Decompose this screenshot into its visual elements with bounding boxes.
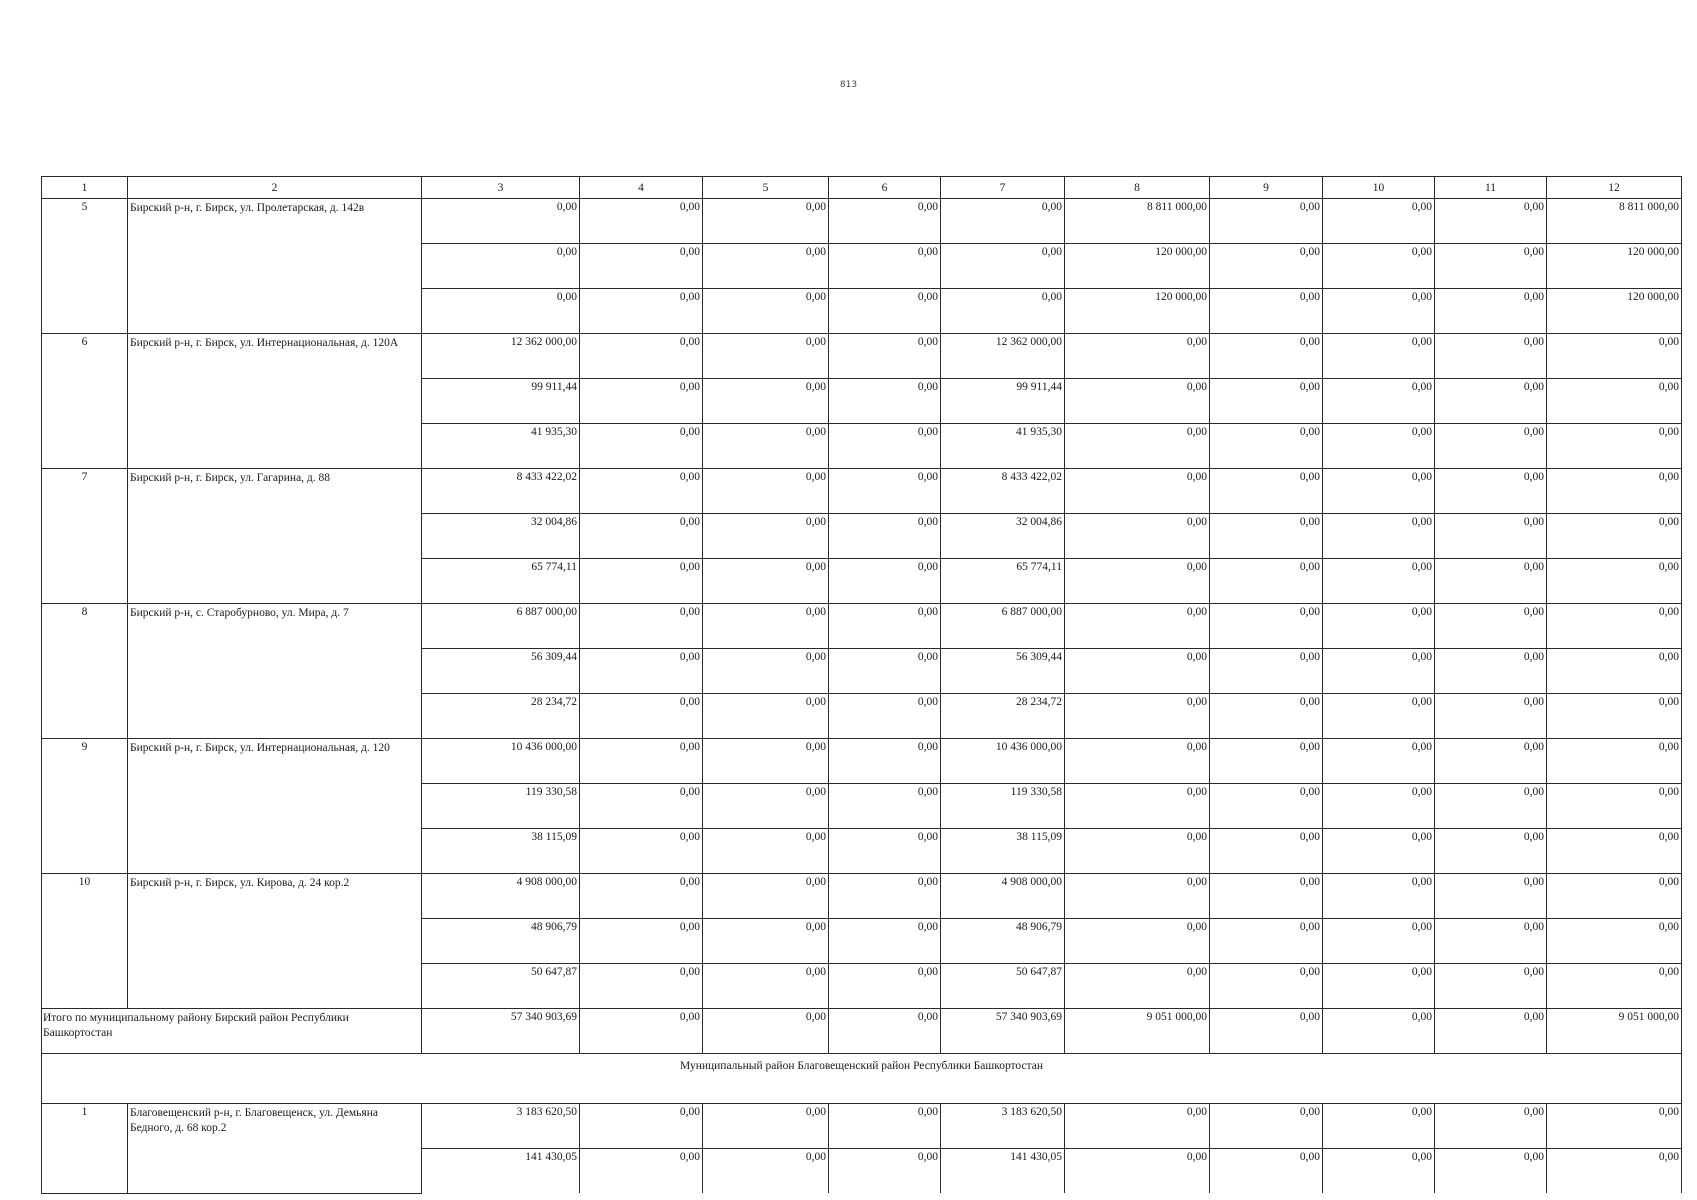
amount-cell-col-8: 0,00: [1065, 1104, 1210, 1149]
column-number-9: 9: [1210, 177, 1323, 199]
amount-cell-col-12: 0,00: [1547, 829, 1682, 874]
amount-cell-col-9: 0,00: [1210, 919, 1323, 964]
amount-cell-col-4: 0,00: [580, 289, 703, 334]
total-label: Итого по муниципальному району Бирский район Республики Башкортостан: [42, 1009, 422, 1054]
amount-cell-col-4: 0,00: [580, 559, 703, 604]
amount-cell-col-3: 41 935,30: [422, 424, 580, 469]
total-amount-col-10: 0,00: [1323, 1009, 1435, 1054]
amount-cell-col-7: 0,00: [941, 289, 1065, 334]
total-amount-col-11: 0,00: [1435, 1009, 1547, 1054]
amount-cell-col-9: 0,00: [1210, 604, 1323, 649]
amount-cell-col-12: 0,00: [1547, 559, 1682, 604]
amount-cell-col-4: 0,00: [580, 829, 703, 874]
amount-cell-col-9: 0,00: [1210, 424, 1323, 469]
amount-cell-col-3: 8 433 422,02: [422, 469, 580, 514]
amount-cell-col-6: 0,00: [829, 379, 941, 424]
amount-cell-col-6: 0,00: [829, 694, 941, 739]
amount-cell-col-12: 0,00: [1547, 784, 1682, 829]
amount-cell-col-8: 0,00: [1065, 784, 1210, 829]
amount-cell-col-5: 0,00: [703, 334, 829, 379]
amount-cell-col-9: 0,00: [1210, 199, 1323, 244]
object-address: Бирский р-н, г. Бирск, ул. Гагарина, д. 88: [128, 469, 422, 604]
amount-cell-col-10: 0,00: [1323, 964, 1435, 1009]
amount-cell-col-9: 0,00: [1210, 784, 1323, 829]
amount-cell-col-9: 0,00: [1210, 1104, 1323, 1149]
amount-cell-col-6: 0,00: [829, 469, 941, 514]
amount-cell-col-12: 8 811 000,00: [1547, 199, 1682, 244]
amount-cell-col-5: 0,00: [703, 739, 829, 784]
column-number-12: 12: [1547, 177, 1682, 199]
amount-cell-col-10: 0,00: [1323, 469, 1435, 514]
amount-cell-col-10: 0,00: [1323, 919, 1435, 964]
total-amount-col-4: 0,00: [580, 1009, 703, 1054]
amount-cell-col-10: 0,00: [1323, 829, 1435, 874]
amount-cell-col-11: 0,00: [1435, 469, 1547, 514]
amount-cell-col-7: 99 911,44: [941, 379, 1065, 424]
amount-cell-col-7: 38 115,09: [941, 829, 1065, 874]
amount-cell-col-11: 0,00: [1435, 559, 1547, 604]
amount-cell-col-10: 0,00: [1323, 379, 1435, 424]
amount-cell-col-4: 0,00: [580, 739, 703, 784]
amount-cell-col-7: 10 436 000,00: [941, 739, 1065, 784]
table-row: [42, 469, 1682, 514]
amount-cell-col-5: 0,00: [703, 289, 829, 334]
amount-cell-col-9: 0,00: [1210, 334, 1323, 379]
column-number-8: 8: [1065, 177, 1210, 199]
amount-cell-col-12: 0,00: [1547, 964, 1682, 1009]
amount-cell-col-6: 0,00: [829, 964, 941, 1009]
amount-cell-col-7: 119 330,58: [941, 784, 1065, 829]
amount-cell-col-3: 0,00: [422, 199, 580, 244]
amount-cell-col-10: 0,00: [1323, 199, 1435, 244]
object-address: Бирский р-н, г. Бирск, ул. Интернациональная, д. 120: [128, 739, 422, 874]
amount-cell-col-4: 0,00: [580, 244, 703, 289]
column-number-3: 3: [422, 177, 580, 199]
total-amount-col-3: 57 340 903,69: [422, 1009, 580, 1054]
object-index: 9: [42, 739, 128, 874]
amount-cell-col-5: 0,00: [703, 1104, 829, 1149]
amount-cell-col-11: 0,00: [1435, 784, 1547, 829]
amount-cell-col-11: 0,00: [1435, 1104, 1547, 1149]
amount-cell-col-8: 0,00: [1065, 829, 1210, 874]
amount-cell-col-8: 0,00: [1065, 424, 1210, 469]
amount-cell-col-11: 0,00: [1435, 1149, 1547, 1194]
amount-cell-col-9: 0,00: [1210, 559, 1323, 604]
amount-cell-col-5: 0,00: [703, 829, 829, 874]
amount-cell-col-11: 0,00: [1435, 919, 1547, 964]
object-address: Бирский р-н, г. Бирск, ул. Интернациональная, д. 120А: [128, 334, 422, 469]
amount-cell-col-7: 28 234,72: [941, 694, 1065, 739]
amount-cell-col-4: 0,00: [580, 469, 703, 514]
amount-cell-col-3: 6 887 000,00: [422, 604, 580, 649]
amount-cell-col-4: 0,00: [580, 334, 703, 379]
amount-cell-col-10: 0,00: [1323, 604, 1435, 649]
amount-cell-col-8: 0,00: [1065, 379, 1210, 424]
amount-cell-col-11: 0,00: [1435, 199, 1547, 244]
column-number-4: 4: [580, 177, 703, 199]
total-amount-col-6: 0,00: [829, 1009, 941, 1054]
amount-cell-col-11: 0,00: [1435, 289, 1547, 334]
amount-cell-col-7: 3 183 620,50: [941, 1104, 1065, 1149]
amount-cell-col-5: 0,00: [703, 694, 829, 739]
total-amount-col-7: 57 340 903,69: [941, 1009, 1065, 1054]
amount-cell-col-9: 0,00: [1210, 514, 1323, 559]
amount-cell-col-5: 0,00: [703, 649, 829, 694]
amount-cell-col-5: 0,00: [703, 379, 829, 424]
amount-cell-col-9: 0,00: [1210, 739, 1323, 784]
total-amount-col-9: 0,00: [1210, 1009, 1323, 1054]
amount-cell-col-4: 0,00: [580, 784, 703, 829]
amount-cell-col-7: 50 647,87: [941, 964, 1065, 1009]
object-address: Бирский р-н, г. Бирск, ул. Кирова, д. 24 кор.2: [128, 874, 422, 1009]
total-amount-col-12: 9 051 000,00: [1547, 1009, 1682, 1054]
amount-cell-col-8: 0,00: [1065, 694, 1210, 739]
amount-cell-col-7: 32 004,86: [941, 514, 1065, 559]
amount-cell-col-4: 0,00: [580, 649, 703, 694]
amount-cell-col-8: 0,00: [1065, 334, 1210, 379]
amount-cell-col-3: 28 234,72: [422, 694, 580, 739]
amount-cell-col-5: 0,00: [703, 244, 829, 289]
amount-cell-col-10: 0,00: [1323, 739, 1435, 784]
object-index: 8: [42, 604, 128, 739]
column-number-7: 7: [941, 177, 1065, 199]
amount-cell-col-9: 0,00: [1210, 829, 1323, 874]
amount-cell-col-8: 0,00: [1065, 559, 1210, 604]
amount-cell-col-9: 0,00: [1210, 289, 1323, 334]
amount-cell-col-11: 0,00: [1435, 694, 1547, 739]
amount-cell-col-7: 41 935,30: [941, 424, 1065, 469]
amount-cell-col-8: 0,00: [1065, 649, 1210, 694]
amount-cell-col-7: 56 309,44: [941, 649, 1065, 694]
amount-cell-col-3: 10 436 000,00: [422, 739, 580, 784]
amount-cell-col-8: 0,00: [1065, 1149, 1210, 1194]
amount-cell-col-11: 0,00: [1435, 874, 1547, 919]
amount-cell-col-10: 0,00: [1323, 1104, 1435, 1149]
table-row: [42, 1104, 1682, 1149]
object-index: 1: [42, 1104, 128, 1194]
amount-cell-col-4: 0,00: [580, 514, 703, 559]
amount-cell-col-12: 0,00: [1547, 379, 1682, 424]
amount-cell-col-7: 4 908 000,00: [941, 874, 1065, 919]
amount-cell-col-12: 0,00: [1547, 1149, 1682, 1194]
amount-cell-col-4: 0,00: [580, 1104, 703, 1149]
total-amount-col-5: 0,00: [703, 1009, 829, 1054]
section-heading-row: [42, 1054, 1682, 1104]
amount-cell-col-11: 0,00: [1435, 604, 1547, 649]
amount-cell-col-5: 0,00: [703, 424, 829, 469]
column-number-10: 10: [1323, 177, 1435, 199]
amount-cell-col-11: 0,00: [1435, 649, 1547, 694]
amount-cell-col-6: 0,00: [829, 559, 941, 604]
amount-cell-col-12: 0,00: [1547, 649, 1682, 694]
table-row: [42, 874, 1682, 919]
amount-cell-col-10: 0,00: [1323, 514, 1435, 559]
amount-cell-col-11: 0,00: [1435, 379, 1547, 424]
amount-cell-col-6: 0,00: [829, 829, 941, 874]
amount-cell-col-9: 0,00: [1210, 694, 1323, 739]
amount-cell-col-5: 0,00: [703, 784, 829, 829]
amount-cell-col-10: 0,00: [1323, 559, 1435, 604]
amount-cell-col-3: 50 647,87: [422, 964, 580, 1009]
amount-cell-col-3: 38 115,09: [422, 829, 580, 874]
amount-cell-col-3: 119 330,58: [422, 784, 580, 829]
amount-cell-col-12: 0,00: [1547, 334, 1682, 379]
amount-cell-col-5: 0,00: [703, 964, 829, 1009]
amount-cell-col-9: 0,00: [1210, 964, 1323, 1009]
amount-cell-col-3: 56 309,44: [422, 649, 580, 694]
amount-cell-col-3: 32 004,86: [422, 514, 580, 559]
amount-cell-col-8: 8 811 000,00: [1065, 199, 1210, 244]
amount-cell-col-5: 0,00: [703, 469, 829, 514]
table-row: [42, 604, 1682, 649]
amount-cell-col-12: 0,00: [1547, 874, 1682, 919]
amount-cell-col-5: 0,00: [703, 874, 829, 919]
amount-cell-col-6: 0,00: [829, 424, 941, 469]
amount-cell-col-7: 0,00: [941, 199, 1065, 244]
amount-cell-col-6: 0,00: [829, 514, 941, 559]
amount-cell-col-12: 0,00: [1547, 919, 1682, 964]
amount-cell-col-4: 0,00: [580, 424, 703, 469]
column-number-5: 5: [703, 177, 829, 199]
amount-cell-col-11: 0,00: [1435, 829, 1547, 874]
amount-cell-col-9: 0,00: [1210, 1149, 1323, 1194]
total-row: [42, 1009, 1682, 1054]
amount-cell-col-8: 0,00: [1065, 514, 1210, 559]
amount-cell-col-7: 6 887 000,00: [941, 604, 1065, 649]
amount-cell-col-8: 0,00: [1065, 604, 1210, 649]
column-number-6: 6: [829, 177, 941, 199]
amount-cell-col-10: 0,00: [1323, 694, 1435, 739]
budget-table: [41, 176, 1682, 1194]
amount-cell-col-11: 0,00: [1435, 244, 1547, 289]
amount-cell-col-5: 0,00: [703, 199, 829, 244]
section-title: Муниципальный район Благовещенский район Республики Башкортостан: [42, 1054, 1682, 1104]
amount-cell-col-8: 0,00: [1065, 739, 1210, 784]
amount-cell-col-7: 65 774,11: [941, 559, 1065, 604]
amount-cell-col-6: 0,00: [829, 289, 941, 334]
amount-cell-col-6: 0,00: [829, 649, 941, 694]
amount-cell-col-6: 0,00: [829, 784, 941, 829]
object-address: Бирский р-н, г. Бирск, ул. Пролетарская, д. 142в: [128, 199, 422, 334]
amount-cell-col-3: 12 362 000,00: [422, 334, 580, 379]
amount-cell-col-3: 4 908 000,00: [422, 874, 580, 919]
amount-cell-col-9: 0,00: [1210, 379, 1323, 424]
amount-cell-col-4: 0,00: [580, 919, 703, 964]
table-row: [42, 334, 1682, 379]
amount-cell-col-10: 0,00: [1323, 784, 1435, 829]
amount-cell-col-3: 3 183 620,50: [422, 1104, 580, 1149]
amount-cell-col-7: 12 362 000,00: [941, 334, 1065, 379]
table-row: [42, 199, 1682, 244]
amount-cell-col-8: 0,00: [1065, 919, 1210, 964]
amount-cell-col-8: 120 000,00: [1065, 244, 1210, 289]
amount-cell-col-12: 0,00: [1547, 739, 1682, 784]
object-index: 5: [42, 199, 128, 334]
object-index: 7: [42, 469, 128, 604]
amount-cell-col-9: 0,00: [1210, 469, 1323, 514]
amount-cell-col-5: 0,00: [703, 919, 829, 964]
amount-cell-col-10: 0,00: [1323, 649, 1435, 694]
amount-cell-col-6: 0,00: [829, 1104, 941, 1149]
amount-cell-col-6: 0,00: [829, 1149, 941, 1194]
amount-cell-col-12: 0,00: [1547, 604, 1682, 649]
amount-cell-col-12: 0,00: [1547, 694, 1682, 739]
amount-cell-col-5: 0,00: [703, 604, 829, 649]
amount-cell-col-4: 0,00: [580, 694, 703, 739]
amount-cell-col-12: 120 000,00: [1547, 244, 1682, 289]
amount-cell-col-10: 0,00: [1323, 244, 1435, 289]
amount-cell-col-5: 0,00: [703, 1149, 829, 1194]
page-number: 813: [839, 80, 858, 90]
amount-cell-col-4: 0,00: [580, 964, 703, 1009]
table-row: [42, 739, 1682, 784]
amount-cell-col-3: 0,00: [422, 244, 580, 289]
amount-cell-col-8: 0,00: [1065, 964, 1210, 1009]
column-number-1: 1: [42, 177, 128, 199]
amount-cell-col-6: 0,00: [829, 739, 941, 784]
amount-cell-col-9: 0,00: [1210, 649, 1323, 694]
amount-cell-col-12: 0,00: [1547, 1104, 1682, 1149]
amount-cell-col-10: 0,00: [1323, 1149, 1435, 1194]
amount-cell-col-3: 141 430,05: [422, 1149, 580, 1194]
amount-cell-col-6: 0,00: [829, 199, 941, 244]
amount-cell-col-6: 0,00: [829, 874, 941, 919]
column-number-row: [42, 177, 1682, 199]
amount-cell-col-6: 0,00: [829, 244, 941, 289]
object-index: 10: [42, 874, 128, 1009]
amount-cell-col-7: 141 430,05: [941, 1149, 1065, 1194]
amount-cell-col-4: 0,00: [580, 379, 703, 424]
object-index: 6: [42, 334, 128, 469]
amount-cell-col-8: 0,00: [1065, 874, 1210, 919]
amount-cell-col-3: 0,00: [422, 289, 580, 334]
amount-cell-col-11: 0,00: [1435, 424, 1547, 469]
amount-cell-col-4: 0,00: [580, 874, 703, 919]
amount-cell-col-10: 0,00: [1323, 289, 1435, 334]
amount-cell-col-10: 0,00: [1323, 874, 1435, 919]
amount-cell-col-3: 65 774,11: [422, 559, 580, 604]
amount-cell-col-12: 0,00: [1547, 469, 1682, 514]
amount-cell-col-6: 0,00: [829, 919, 941, 964]
amount-cell-col-7: 48 906,79: [941, 919, 1065, 964]
amount-cell-col-4: 0,00: [580, 604, 703, 649]
amount-cell-col-3: 48 906,79: [422, 919, 580, 964]
amount-cell-col-8: 120 000,00: [1065, 289, 1210, 334]
amount-cell-col-6: 0,00: [829, 334, 941, 379]
amount-cell-col-9: 0,00: [1210, 874, 1323, 919]
amount-cell-col-11: 0,00: [1435, 964, 1547, 1009]
amount-cell-col-6: 0,00: [829, 604, 941, 649]
amount-cell-col-8: 0,00: [1065, 469, 1210, 514]
object-address: Бирский р-н, с. Старобурново, ул. Мира, д. 7: [128, 604, 422, 739]
amount-cell-col-5: 0,00: [703, 514, 829, 559]
amount-cell-col-11: 0,00: [1435, 334, 1547, 379]
amount-cell-col-7: 8 433 422,02: [941, 469, 1065, 514]
amount-cell-col-12: 120 000,00: [1547, 289, 1682, 334]
amount-cell-col-12: 0,00: [1547, 514, 1682, 559]
amount-cell-col-3: 99 911,44: [422, 379, 580, 424]
amount-cell-col-9: 0,00: [1210, 244, 1323, 289]
amount-cell-col-11: 0,00: [1435, 514, 1547, 559]
amount-cell-col-5: 0,00: [703, 559, 829, 604]
amount-cell-col-4: 0,00: [580, 1149, 703, 1194]
column-number-11: 11: [1435, 177, 1547, 199]
amount-cell-col-12: 0,00: [1547, 424, 1682, 469]
column-number-2: 2: [128, 177, 422, 199]
amount-cell-col-11: 0,00: [1435, 739, 1547, 784]
amount-cell-col-7: 0,00: [941, 244, 1065, 289]
object-address: Благовещенский р-н, г. Благовещенск, ул. Демьяна Бедного, д. 68 кор.2: [128, 1104, 422, 1194]
amount-cell-col-10: 0,00: [1323, 424, 1435, 469]
total-amount-col-8: 9 051 000,00: [1065, 1009, 1210, 1054]
amount-cell-col-10: 0,00: [1323, 334, 1435, 379]
amount-cell-col-4: 0,00: [580, 199, 703, 244]
